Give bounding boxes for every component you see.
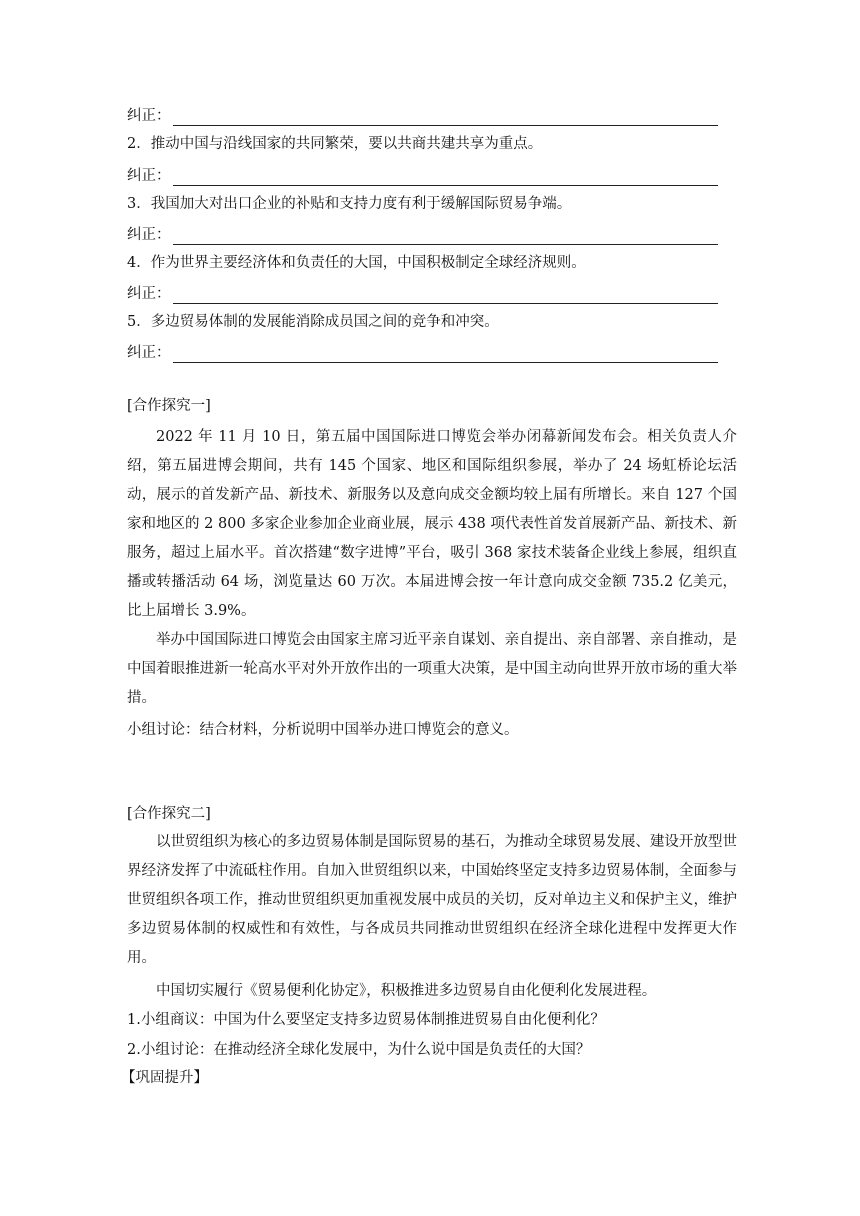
- correction-label: 纠正：: [127, 168, 171, 184]
- statement-2: 2．推动中国与沿线国家的共同繁荣，要以共商共建共享为重点。: [127, 136, 543, 152]
- section2-paragraph-2: 中国切实履行《贸易便利化协定》，积极推进多边贸易自由化便利化发展进程。: [156, 983, 657, 999]
- correction-label: 纠正：: [127, 108, 171, 124]
- correction-label: 纠正：: [127, 227, 171, 243]
- section2-paragraph-1: 以世贸组织为核心的多边贸易体制是国际贸易的基石，为推动全球贸易发展、建设开放型世界经济发挥了中流砥柱作用。自加入世贸组织以来，中国始终坚定支持多边贸易体制，全面参与世贸组织各项工作，推动世贸组织更加重视发展中成员的关切，反对单边主义和保护主义，维护多边贸易体制的权威性和有效性，与各成员共同推动世贸组织在经济全球化进程中发挥更大作用。: [127, 834, 737, 966]
- correction-label: 纠正：: [127, 345, 171, 361]
- answer-blank[interactable]: [173, 348, 718, 363]
- section2-question-1: 1.小组商议：中国为什么要坚定支持多边贸易体制推进贸易自由化便利化？: [127, 1012, 605, 1028]
- correction-line-1: [127, 106, 737, 126]
- statement-4: 4．作为世界主要经济体和负责任的大国，中国积极制定全球经济规则。: [127, 255, 586, 271]
- section2-question-2: 2.小组讨论：在推动经济全球化发展中，为什么说中国是负责任的大国？: [127, 1042, 591, 1058]
- consolidation-heading: 【巩固提升】: [121, 1070, 208, 1086]
- correction-label: 纠正：: [127, 286, 171, 302]
- answer-blank[interactable]: [173, 289, 718, 304]
- section1-discussion: 小组讨论：结合材料，分析说明中国举办进口博览会的意义。: [127, 722, 519, 738]
- section-heading-2: [合作探究二]: [127, 806, 211, 822]
- correction-line-5: [127, 343, 737, 363]
- statement-3: 3．我国加大对出口企业的补贴和支持力度有利于缓解国际贸易争端。: [127, 196, 572, 212]
- correction-line-2: [127, 166, 737, 186]
- answer-blank[interactable]: [173, 171, 718, 186]
- correction-line-4: [127, 284, 737, 304]
- answer-blank[interactable]: [173, 230, 718, 245]
- statement-5: 5．多边贸易体制的发展能消除成员国之间的竞争和冲突。: [127, 314, 499, 330]
- section-heading-1: [合作探究一]: [127, 398, 211, 414]
- answer-blank[interactable]: [173, 111, 718, 126]
- section1-paragraph-1: 2022 年 11 月 10 日，第五届中国国际进口博览会举办闭幕新闻发布会。相关负责人介绍，第五届进博会期间，共有 145 个国家、地区和国际组织参展，举办了 24 场虹桥论坛活动，展示的首发新产品、新技术、新服务以及意向成交金额均较上届有所增长。来自 127 个国家和地区的 2 800 多家企业参加企业商业展，展示 438 项代表性首发首展新产品、新技术、新服务，超过上届水平。首次搭建“数字进博”平台，吸引 368 家技术装备企业线上参展，组织直播或转播活动 64 场，浏览量达 60 万次。本届进博会按一年计意向成交金额 735.2 亿美元，比上届增长 3.9%。: [127, 429, 737, 619]
- section1-paragraph-2: 举办中国国际进口博览会由国家主席习近平亲自谋划、亲自提出、亲自部署、亲自推动，是中国着眼推进新一轮高水平对外开放作出的一项重大决策，是中国主动向世界开放市场的重大举措。: [127, 632, 737, 706]
- correction-line-3: [127, 225, 737, 245]
